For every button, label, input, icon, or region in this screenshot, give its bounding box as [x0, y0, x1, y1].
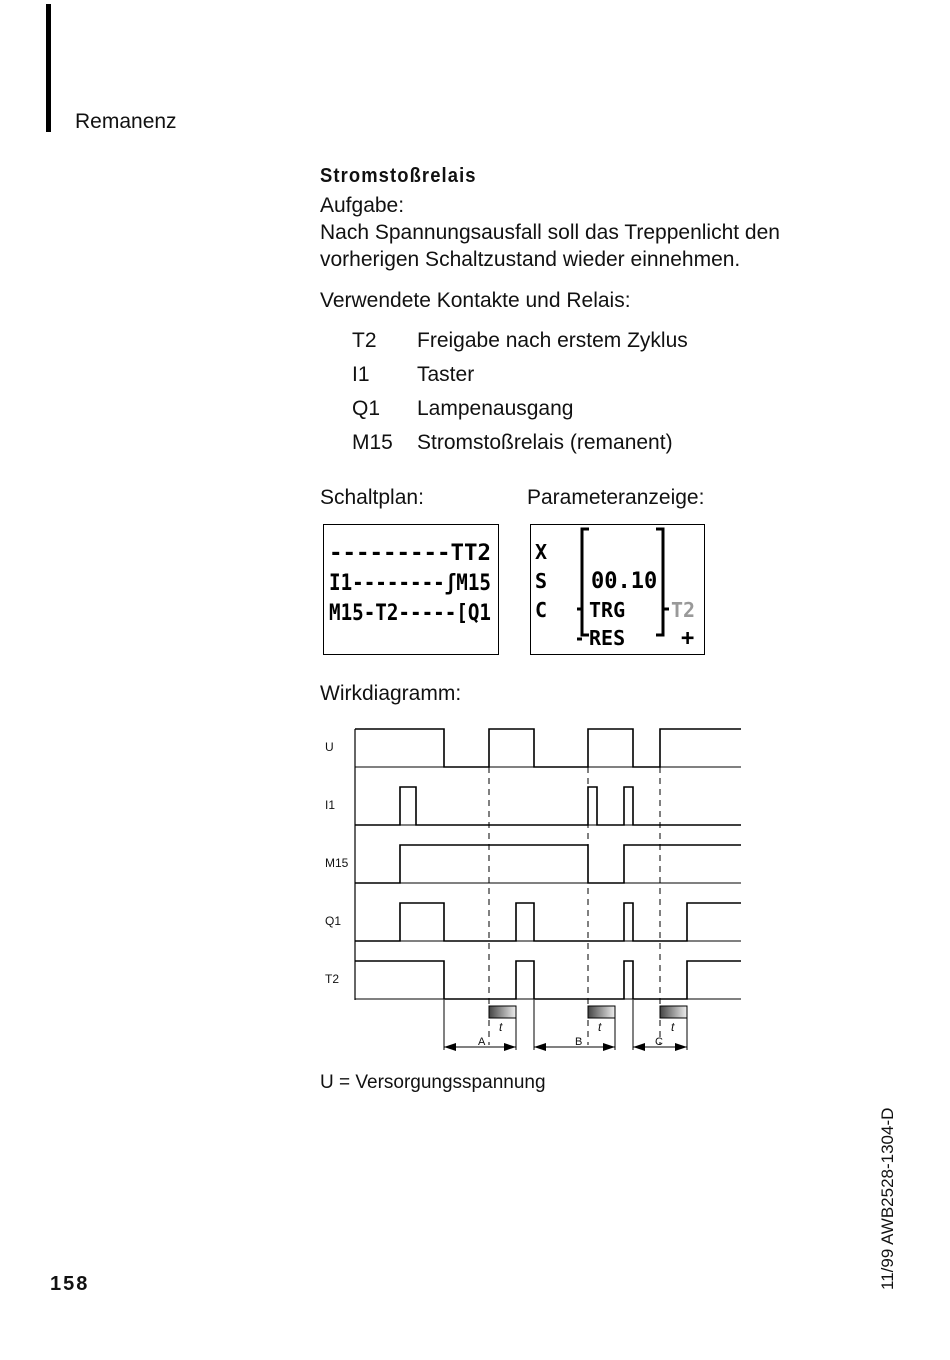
arrowhead: [504, 1043, 516, 1051]
contacts-label: Verwendete Kontakte und Relais:: [320, 289, 631, 312]
interval-b: B: [575, 1036, 583, 1048]
contact-desc: Stromstoßrelais (remanent): [417, 431, 673, 454]
signal-label-m15: M15: [325, 856, 349, 870]
t-label: t: [671, 1020, 675, 1034]
signal-label-q1: Q1: [325, 914, 342, 928]
signal-label-t2: T2: [325, 972, 340, 986]
t-label: t: [598, 1020, 602, 1034]
t-label: t: [499, 1020, 503, 1034]
timer-bar: [660, 1006, 687, 1018]
arrowhead: [603, 1043, 615, 1051]
task-text-2: vorherigen Schaltzustand wieder einnehmen.: [320, 248, 741, 271]
arrowhead: [534, 1043, 546, 1051]
param-res: RES: [589, 626, 626, 650]
content-title: Stromstoßrelais: [320, 165, 477, 187]
document-id: 11/99 AWB2528-1304-D: [878, 1107, 897, 1290]
task-text-1: Nach Spannungsausfall soll das Treppenlicht den: [320, 221, 780, 244]
contact-key: Q1: [352, 397, 381, 420]
arrowhead: [675, 1043, 687, 1051]
schaltplan-line-1: ---------TT2: [329, 541, 491, 566]
legend-text: U = Versorgungsspannung: [320, 1072, 546, 1093]
page-number: 158: [50, 1273, 90, 1295]
arrowhead: [444, 1043, 456, 1051]
signal-u: [355, 729, 741, 767]
param-trg: TRG: [589, 598, 626, 622]
param-t2: T2: [671, 598, 696, 622]
task-label: Aufgabe:: [320, 194, 405, 217]
parameter-label: Parameteranzeige:: [527, 486, 705, 509]
param-s: S: [535, 569, 548, 593]
contact-desc: Taster: [417, 363, 475, 386]
timer-bar: [489, 1006, 516, 1018]
arrowhead: [633, 1043, 645, 1051]
contact-key: I1: [352, 363, 370, 386]
signal-t2: [355, 961, 741, 999]
signal-i1: [355, 787, 741, 825]
schaltplan-line-3: M15-T2-----[Q1: [329, 601, 491, 626]
param-plus: +: [681, 626, 695, 651]
contact-desc: Lampenausgang: [417, 397, 574, 420]
param-c: C: [535, 598, 548, 622]
param-value: 00.10: [591, 569, 658, 594]
contact-key: T2: [352, 329, 377, 352]
timer-bar: [588, 1006, 615, 1018]
wirkdiagramm-label: Wirkdiagramm:: [320, 682, 462, 705]
param-x: X: [535, 540, 548, 564]
contact-desc: Freigabe nach erstem Zyklus: [417, 329, 688, 352]
signal-label-i1: I1: [325, 798, 336, 812]
signal-m15: [355, 845, 741, 883]
schaltplan-line-2: I1--------ʃM15: [329, 571, 491, 596]
interval-c: C: [655, 1036, 663, 1048]
signal-q1: [355, 903, 741, 941]
signal-label-u: U: [325, 740, 334, 754]
schaltplan-label: Schaltplan:: [320, 486, 424, 509]
contact-key: M15: [352, 431, 393, 454]
interval-a: A: [478, 1036, 486, 1048]
section-title: Remanenz: [75, 110, 177, 133]
